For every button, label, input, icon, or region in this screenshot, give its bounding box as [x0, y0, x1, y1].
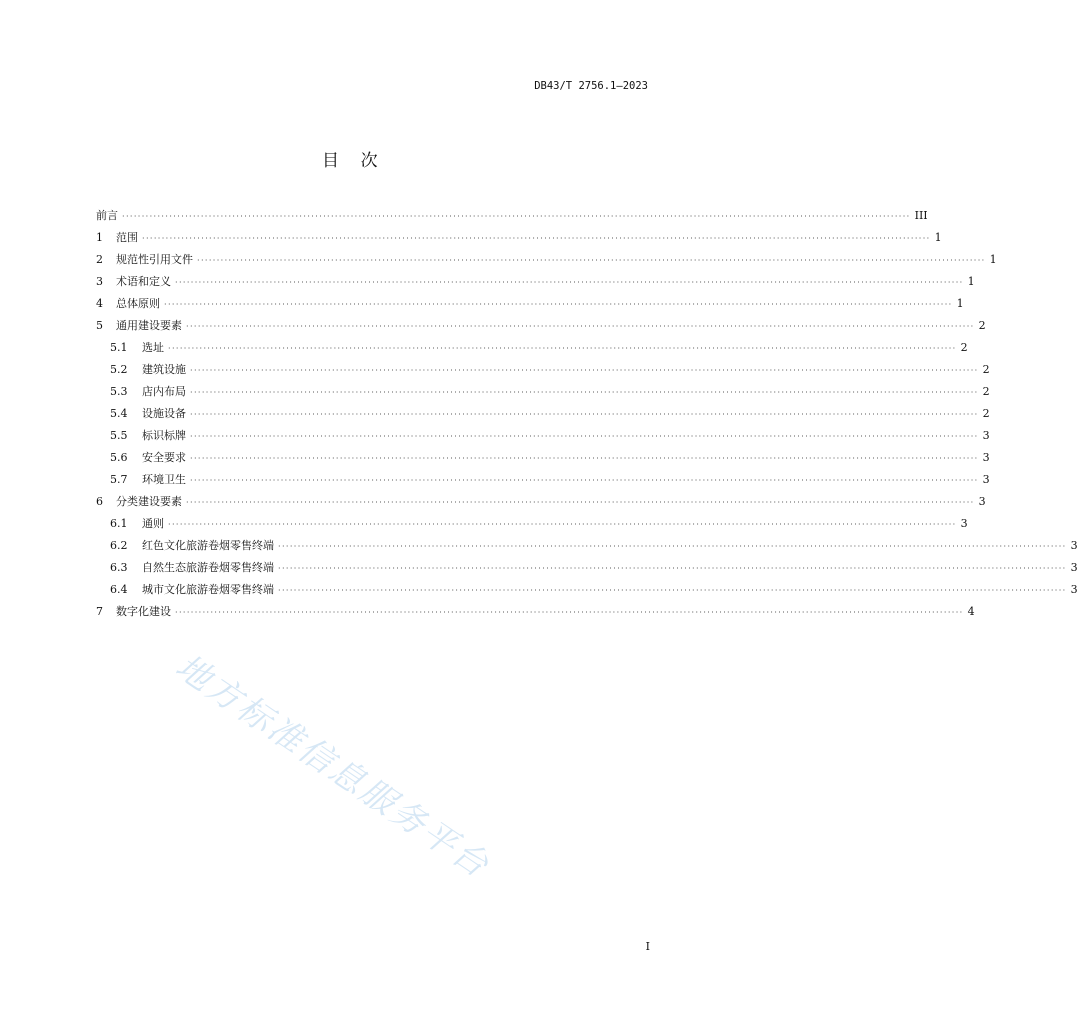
toc-entry-label: 红色文化旅游卷烟零售终端 [142, 539, 274, 552]
toc-entry-page: 3 [1070, 583, 1078, 596]
toc-dot-leader: ········································································································································································································ [197, 256, 986, 265]
toc-entry-label: 总体原则 [116, 297, 160, 310]
toc-entry-number: 5.3 [110, 385, 128, 398]
toc-entry[interactable] [96, 293, 964, 315]
toc-entry[interactable] [96, 359, 990, 381]
toc-dot-leader: ········································································································································································································ [190, 366, 979, 375]
toc-entry-label: 环境卫生 [142, 473, 186, 486]
toc-entry-label: 前言 [96, 209, 118, 222]
toc-dot-leader: ········································································································································································································ [190, 454, 979, 463]
toc-entry[interactable] [96, 557, 1078, 579]
toc-entry-page: 1 [989, 253, 997, 266]
toc-dot-leader: ········································································································································································································ [168, 520, 957, 529]
toc-entry-page: 3 [960, 517, 968, 530]
toc-entry-label: 建筑设施 [142, 363, 186, 376]
toc-entry-number: 6.2 [110, 539, 128, 552]
page-number: I [645, 940, 650, 953]
toc-entry[interactable] [96, 491, 986, 513]
toc-entry-number: 1 [96, 231, 103, 244]
toc-dot-leader: ········································································································································································································ [168, 344, 957, 353]
toc-entry[interactable] [96, 249, 997, 271]
toc-entry-label: 标识标牌 [142, 429, 186, 442]
toc-entry-label: 设施设备 [142, 407, 186, 420]
toc-entry-number: 5.7 [110, 473, 128, 486]
toc-entry[interactable] [96, 469, 990, 491]
toc-dot-leader: ········································································································································································································ [175, 608, 964, 617]
table-of-contents [96, 205, 1078, 623]
toc-entry-page: 3 [982, 429, 990, 442]
toc-entry-label: 范围 [116, 231, 138, 244]
toc-entry-number: 7 [96, 605, 103, 618]
toc-dot-leader: ········································································································································································································ [190, 388, 979, 397]
toc-dot-leader: ········································································································································································································ [190, 410, 979, 419]
toc-entry-page: 2 [982, 385, 990, 398]
toc-entry-number: 4 [96, 297, 103, 310]
toc-dot-leader: ········································································································································································································ [164, 300, 953, 309]
toc-entry-page: 1 [967, 275, 975, 288]
watermark: 地方标准信息服务平台 [168, 646, 498, 887]
toc-entry[interactable] [96, 535, 1078, 557]
toc-entry[interactable] [96, 425, 990, 447]
toc-dot-leader: ········································································································································································································ [186, 498, 975, 507]
toc-entry-label: 通用建设要素 [116, 319, 182, 332]
toc-entry-label: 店内布局 [142, 385, 186, 398]
toc-dot-leader: ········································································································································································································ [175, 278, 964, 287]
toc-entry-number: 6.3 [110, 561, 128, 574]
toc-entry-number: 6.4 [110, 583, 128, 596]
toc-dot-leader: ········································································································································································································ [190, 432, 979, 441]
toc-entry-number: 5.6 [110, 451, 128, 464]
toc-dot-leader: ········································································································································································································ [186, 322, 975, 331]
toc-dot-leader: ········································································································································································································ [278, 564, 1067, 573]
toc-entry-number: 6.1 [110, 517, 128, 530]
toc-entry-number: 5.1 [110, 341, 128, 354]
toc-entry-label: 术语和定义 [116, 275, 171, 288]
toc-entry-page: 4 [967, 605, 975, 618]
toc-entry[interactable] [96, 227, 942, 249]
toc-entry-number: 3 [96, 275, 103, 288]
toc-entry-label: 数字化建设 [116, 605, 171, 618]
toc-dot-leader: ········································································································································································································ [190, 476, 979, 485]
toc-entry[interactable] [96, 601, 975, 623]
toc-entry-label: 安全要求 [142, 451, 186, 464]
toc-dot-leader: ········································································································································································································ [278, 542, 1067, 551]
toc-entry-page: III [914, 209, 928, 222]
toc-entry-page: 1 [934, 231, 942, 244]
toc-entry[interactable] [96, 513, 968, 535]
toc-entry-page: 3 [978, 495, 986, 508]
toc-entry[interactable] [96, 205, 928, 227]
toc-entry-page: 3 [982, 451, 990, 464]
toc-dot-leader: ········································································································································································································ [122, 212, 911, 221]
toc-entry[interactable] [96, 381, 990, 403]
toc-entry-label: 分类建设要素 [116, 495, 182, 508]
toc-entry[interactable] [96, 403, 990, 425]
toc-entry-label: 规范性引用文件 [116, 253, 193, 266]
toc-entry-page: 3 [982, 473, 990, 486]
toc-entry[interactable] [96, 271, 975, 293]
toc-entry-number: 5.5 [110, 429, 128, 442]
toc-entry-page: 3 [1070, 539, 1078, 552]
toc-entry-number: 2 [96, 253, 103, 266]
toc-title: 目 次 [322, 151, 378, 171]
toc-entry-page: 1 [956, 297, 964, 310]
toc-entry-page: 3 [1070, 561, 1078, 574]
toc-entry-number: 5.4 [110, 407, 128, 420]
toc-dot-leader: ········································································································································································································ [278, 586, 1067, 595]
toc-entry-label: 通则 [142, 517, 164, 530]
toc-entry[interactable] [96, 447, 990, 469]
toc-entry[interactable] [96, 579, 1078, 601]
toc-entry[interactable] [96, 337, 968, 359]
toc-entry-number: 5 [96, 319, 103, 332]
toc-entry-label: 自然生态旅游卷烟零售终端 [142, 561, 274, 574]
toc-entry-label: 选址 [142, 341, 164, 354]
toc-entry-number: 6 [96, 495, 103, 508]
toc-entry[interactable] [96, 315, 986, 337]
toc-entry-label: 城市文化旅游卷烟零售终端 [142, 583, 274, 596]
toc-entry-page: 2 [960, 341, 968, 354]
toc-entry-page: 2 [982, 363, 990, 376]
toc-entry-page: 2 [982, 407, 990, 420]
toc-entry-page: 2 [978, 319, 986, 332]
toc-entry-number: 5.2 [110, 363, 128, 376]
toc-dot-leader: ········································································································································································································ [142, 234, 931, 243]
document-code: DB43/T 2756.1—2023 [534, 80, 648, 92]
